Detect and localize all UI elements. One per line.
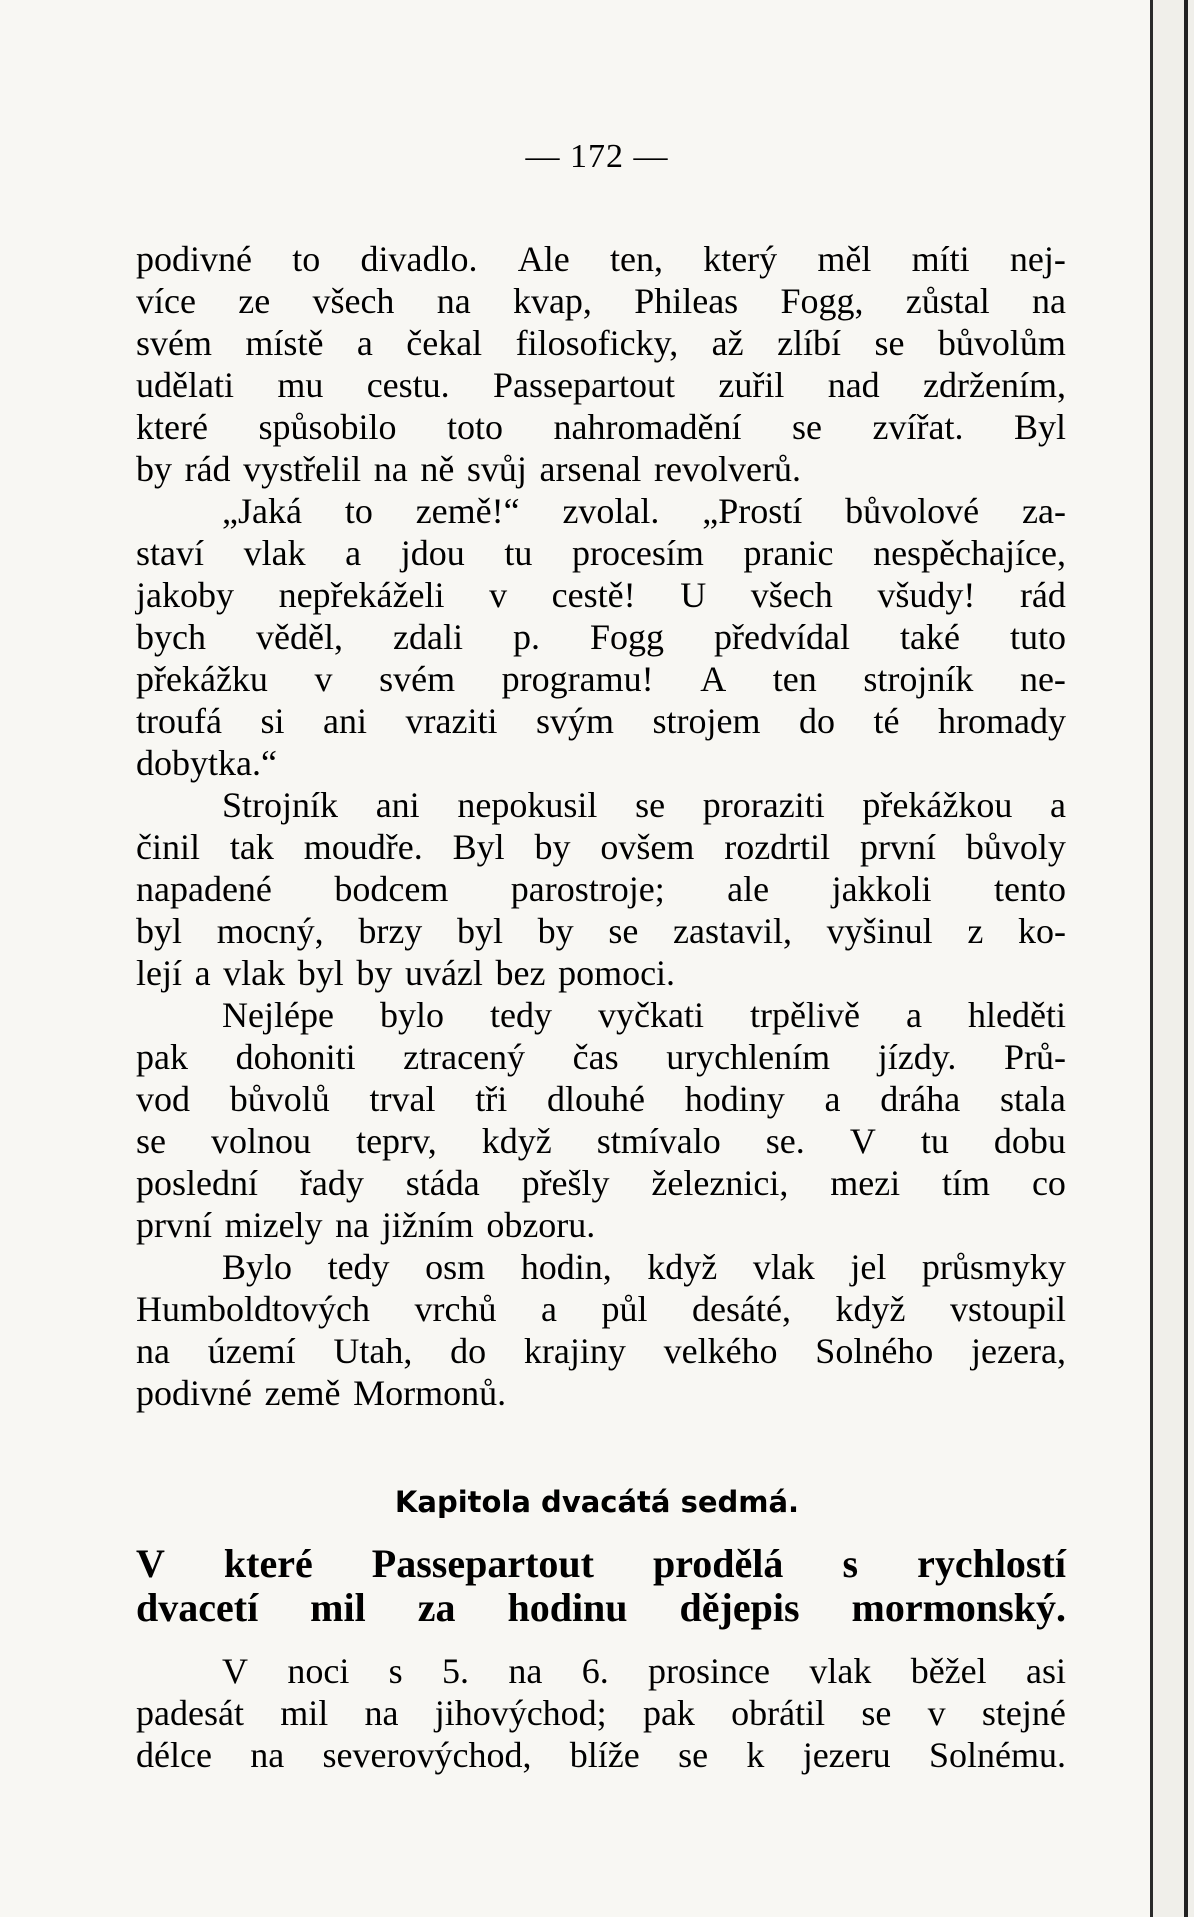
word: ale [727, 869, 770, 909]
word: Strojník [222, 785, 339, 825]
word: té [873, 701, 900, 741]
word: by [136, 449, 172, 489]
word: všech [750, 575, 833, 615]
word: urychlením [666, 1037, 831, 1077]
word: svým [535, 701, 614, 741]
word: tu [504, 533, 533, 573]
word: rád [1019, 575, 1066, 615]
word: bez [495, 953, 546, 993]
word: uvázl [404, 953, 483, 993]
word: udělati [136, 365, 234, 405]
word: a [824, 1079, 841, 1119]
word: země!“ [415, 491, 520, 531]
word: Passepartout [493, 365, 675, 405]
word: Byl [452, 827, 505, 867]
word: mormonský. [851, 1585, 1066, 1630]
word: desáté, [692, 1289, 791, 1329]
word: jezeru [802, 1735, 891, 1775]
word: na [335, 1205, 370, 1245]
word: vyčkati [598, 995, 704, 1035]
chapter-label: Kapitola dvacátá sedmá. [394, 1485, 800, 1519]
word: když [835, 1289, 906, 1329]
word: dobu [993, 1121, 1066, 1161]
word: svůj [466, 449, 527, 489]
word: staví [136, 533, 204, 573]
word: prodělá [653, 1541, 784, 1586]
word: V [222, 1651, 248, 1691]
word: mil [310, 1585, 366, 1630]
word: severovýchod, [322, 1735, 532, 1775]
word: se. [765, 1121, 805, 1161]
word: přešly [521, 1163, 610, 1203]
word: vrchů [414, 1289, 497, 1329]
word: zdržením, [923, 365, 1066, 405]
paragraph-5 [136, 1246, 1066, 1414]
word: tím [942, 1163, 991, 1203]
word: divadlo. [360, 239, 478, 279]
word: si [260, 701, 285, 741]
word: bylo [379, 995, 444, 1035]
word: procesím [571, 533, 704, 573]
word: podivné [136, 239, 252, 279]
word: nahromadění [553, 407, 742, 447]
word: rozdrtil [724, 827, 831, 867]
word: proraziti [702, 785, 825, 825]
word: a [1050, 785, 1066, 825]
word: trval [369, 1079, 436, 1119]
word: území [207, 1331, 296, 1371]
word: s [388, 1651, 403, 1691]
word: pak [642, 1693, 695, 1733]
word: arsenal [539, 449, 642, 489]
word: stejné [981, 1693, 1066, 1733]
word: asi [1025, 1651, 1066, 1691]
word: bodcem [334, 869, 449, 909]
word: řady [299, 1163, 364, 1203]
word: první [136, 1205, 212, 1245]
word: dvacetí [136, 1585, 259, 1630]
text-line [136, 1036, 1066, 1078]
word: velkého [663, 1331, 778, 1371]
word: zastavil, [673, 911, 792, 951]
word: délce [136, 1735, 212, 1775]
word: Prů- [1003, 1037, 1066, 1077]
word: podivné [136, 1373, 252, 1413]
word: Fogg, [780, 281, 864, 321]
word: tuto [1009, 617, 1066, 657]
word: Solného [815, 1331, 934, 1371]
word: se [792, 407, 822, 447]
word: se [136, 1121, 166, 1161]
text-line [136, 1288, 1066, 1330]
word: vraziti [405, 701, 498, 741]
word: bůvolům [937, 323, 1066, 363]
word: tedy [327, 1247, 390, 1287]
word: na [364, 1693, 399, 1733]
text-line [136, 532, 1066, 574]
text-line [136, 742, 1066, 784]
word: také [900, 617, 960, 657]
text-line [136, 1734, 1066, 1776]
word: obzoru. [486, 1205, 596, 1245]
word: za [417, 1585, 456, 1630]
word: tři [475, 1079, 508, 1119]
word: by [534, 827, 571, 867]
word: Solnému. [928, 1735, 1066, 1775]
word: se [678, 1735, 709, 1775]
text-line [136, 238, 1066, 280]
word: na [1032, 281, 1066, 321]
word: hromady [938, 701, 1066, 741]
word: bůvolů [229, 1079, 330, 1119]
text-line [136, 1330, 1066, 1372]
word: jdou [400, 533, 465, 573]
word: a [906, 995, 922, 1035]
word: Bylo [222, 1247, 293, 1287]
word: hleděti [968, 995, 1066, 1035]
word: vlak [243, 533, 306, 573]
word: ten, [609, 239, 663, 279]
word: se [608, 911, 639, 951]
word: mizely [224, 1205, 323, 1245]
word: noci [287, 1651, 350, 1691]
text-line [136, 1586, 1066, 1630]
word: Nejlépe [222, 995, 334, 1035]
word: blíže [569, 1735, 640, 1775]
text-line [136, 1162, 1066, 1204]
word: volnou [211, 1121, 312, 1161]
word: to [292, 239, 321, 279]
word: se [861, 1693, 892, 1733]
word: s [842, 1541, 859, 1586]
word: z [967, 911, 984, 951]
word: první [860, 827, 937, 867]
word: Utah, [333, 1331, 413, 1371]
word: které [136, 407, 208, 447]
word: zůstal [905, 281, 990, 321]
word: čekal [406, 323, 483, 363]
word: ko- [1017, 911, 1066, 951]
word: nej- [1009, 239, 1066, 279]
word: v [927, 1693, 946, 1733]
word: cestě! [551, 575, 636, 615]
word: troufá [136, 701, 222, 741]
word: hodiny [684, 1079, 785, 1119]
word: vstoupil [949, 1289, 1066, 1329]
word: mil [280, 1693, 329, 1733]
text-line [136, 448, 1066, 490]
word: ovšem [600, 827, 695, 867]
word: dohoniti [235, 1037, 356, 1077]
word: 6. [581, 1651, 609, 1691]
word: stmívalo [596, 1121, 721, 1161]
word: osm [425, 1247, 486, 1287]
word: cestu. [366, 365, 450, 405]
paragraph-2 [136, 490, 1066, 784]
text-line [136, 406, 1066, 448]
word: Phileas [634, 281, 739, 321]
word: p. [512, 617, 540, 657]
word: poslední [136, 1163, 258, 1203]
word: stala [999, 1079, 1066, 1119]
text-line [136, 322, 1066, 364]
word: země [264, 1373, 341, 1413]
word: spůsobilo [258, 407, 397, 447]
word: vlak [223, 953, 286, 993]
word: stáda [405, 1163, 480, 1203]
body-text-bottom [136, 1650, 1066, 1776]
word: U [680, 575, 707, 615]
paragraph-4 [136, 994, 1066, 1246]
word: k [746, 1735, 765, 1775]
word: vyšinul [826, 911, 933, 951]
word: zvolal. [562, 491, 660, 531]
word: filosoficky, [515, 323, 679, 363]
word: místě [245, 323, 324, 363]
word: překážku [136, 659, 268, 699]
word: kvap, [512, 281, 592, 321]
word: A [700, 659, 727, 699]
text-line [136, 1692, 1066, 1734]
word: zlíbí [777, 323, 842, 363]
text-line [136, 868, 1066, 910]
text-line [136, 658, 1066, 700]
paragraph-1 [136, 238, 1066, 490]
text-line [136, 910, 1066, 952]
word: jízdy. [877, 1037, 957, 1077]
text-line [136, 826, 1066, 868]
word: nepokusil [457, 785, 598, 825]
word: napadené [136, 869, 272, 909]
word: Passepartout [371, 1541, 594, 1586]
word: překážkou [862, 785, 1013, 825]
word: prosince [648, 1651, 771, 1691]
word: Humboldtových [136, 1289, 370, 1329]
text-line [136, 364, 1066, 406]
text-line [136, 1372, 1066, 1414]
word: svém [379, 659, 456, 699]
word: předvídal [714, 617, 850, 657]
word: do [450, 1331, 487, 1371]
word: mu [277, 365, 324, 405]
word: dráha [880, 1079, 961, 1119]
word: se [635, 785, 666, 825]
word: dobytka.“ [136, 743, 277, 783]
word: jel [850, 1247, 887, 1287]
word: které [223, 1541, 313, 1586]
word: jihovýchod; [434, 1693, 607, 1733]
word: to [344, 491, 373, 531]
word: tu [920, 1121, 949, 1161]
text-line [136, 700, 1066, 742]
word: ani [323, 701, 367, 741]
word: nepřekáželi [278, 575, 445, 615]
word: dějepis [679, 1585, 800, 1630]
paragraph-6 [136, 1650, 1066, 1776]
word: a [356, 323, 373, 363]
text-line [136, 784, 1066, 826]
word: ztracený [403, 1037, 526, 1077]
word: když [481, 1121, 552, 1161]
word: 5. [442, 1651, 470, 1691]
word: všech [312, 281, 395, 321]
word: na [373, 449, 408, 489]
word: čas [572, 1037, 619, 1077]
word: svém [136, 323, 212, 363]
paragraph-3 [136, 784, 1066, 994]
word: nespěchajíce, [873, 533, 1066, 573]
word: průsmyky [921, 1247, 1066, 1287]
word: rád [184, 449, 231, 489]
word: ně [420, 449, 455, 489]
word: byl [297, 953, 344, 993]
word: „Prostí [702, 491, 803, 531]
word: pranic [743, 533, 834, 573]
word: věděl, [256, 617, 343, 657]
word: bůvolové [845, 491, 980, 531]
text-line [136, 280, 1066, 322]
word: strojem [652, 701, 761, 741]
word: co [1031, 1163, 1066, 1203]
text-line [136, 490, 1066, 532]
word: revolverů. [654, 449, 801, 489]
text-line [136, 616, 1066, 658]
word: a [540, 1289, 557, 1329]
word: Mormonů. [353, 1373, 507, 1413]
word: na [136, 1331, 170, 1371]
word: na [250, 1735, 285, 1775]
text-line [136, 1650, 1066, 1692]
word: vlak [752, 1247, 815, 1287]
word: a [194, 953, 211, 993]
word: ne- [1019, 659, 1066, 699]
word: ani [375, 785, 420, 825]
word: vod [136, 1079, 190, 1119]
word: více [136, 281, 196, 321]
word: tedy [490, 995, 552, 1035]
word: se [874, 323, 905, 363]
word: dlouhé [547, 1079, 645, 1119]
word: teprv, [356, 1121, 437, 1161]
word: mocný, [216, 911, 324, 951]
body-text-top [136, 238, 1066, 1414]
word: míti [911, 239, 970, 279]
word: běžel [910, 1651, 987, 1691]
word: zvířat. [872, 407, 964, 447]
word: Byl [1013, 407, 1066, 447]
word: toto [447, 407, 504, 447]
text-line [136, 1542, 1066, 1586]
word: rychlostí [917, 1541, 1066, 1586]
word: jakkoli [831, 869, 932, 909]
word: měl [817, 239, 872, 279]
word: bych [136, 617, 206, 657]
word: padesát [136, 1693, 244, 1733]
word: do [799, 701, 836, 741]
word: strojník [863, 659, 974, 699]
word: a [345, 533, 362, 573]
word: na [508, 1651, 543, 1691]
word: zuřil [718, 365, 785, 405]
word: činil [136, 827, 200, 867]
word: za- [1022, 491, 1066, 531]
word: moudře. [303, 827, 423, 867]
word: by [356, 953, 393, 993]
text-line [136, 1204, 1066, 1246]
text-line [136, 952, 1066, 994]
text-line [136, 1078, 1066, 1120]
word: brzy [358, 911, 423, 951]
word: v [489, 575, 508, 615]
word: krajiny [523, 1331, 626, 1371]
word: lejí [136, 953, 182, 993]
word: tak [229, 827, 274, 867]
page-number: — 172 — [525, 138, 669, 175]
word: všudy! [877, 575, 976, 615]
text-line [136, 1120, 1066, 1162]
word: nad [827, 365, 880, 405]
word: by [537, 911, 574, 951]
word: vystřelil [243, 449, 362, 489]
word: až [711, 323, 744, 363]
word: pak [136, 1037, 188, 1077]
chapter-title [136, 1542, 1066, 1630]
word: který [703, 239, 778, 279]
word: ze [238, 281, 271, 321]
word: hodinu [507, 1585, 628, 1630]
word: V [849, 1121, 876, 1161]
word: železnici, [651, 1163, 789, 1203]
word: hodin, [520, 1247, 612, 1287]
word: Ale [517, 239, 570, 279]
text-line [136, 994, 1066, 1036]
word: půl [601, 1289, 648, 1329]
word: „Jaká [222, 491, 302, 531]
word: obrátil [731, 1693, 826, 1733]
word: vlak [809, 1651, 872, 1691]
word: V [136, 1541, 165, 1586]
page-edge [1150, 0, 1194, 1917]
word: jezera, [971, 1331, 1066, 1371]
word: jižním [381, 1205, 474, 1245]
word: zdali [392, 617, 463, 657]
word: trpělivě [750, 995, 860, 1035]
word: pomoci. [558, 953, 676, 993]
word: když [647, 1247, 718, 1287]
word: bůvoly [965, 827, 1066, 867]
word: tento [993, 869, 1066, 909]
word: na [436, 281, 471, 321]
word: programu! [501, 659, 654, 699]
word: mezi [830, 1163, 901, 1203]
word: v [314, 659, 333, 699]
word: parostroje; [510, 869, 665, 909]
word: ten [772, 659, 817, 699]
text-line [136, 1246, 1066, 1288]
word: jakoby [136, 575, 234, 615]
word: byl [136, 911, 183, 951]
word: byl [456, 911, 503, 951]
word: Fogg [589, 617, 665, 657]
text-line [136, 574, 1066, 616]
